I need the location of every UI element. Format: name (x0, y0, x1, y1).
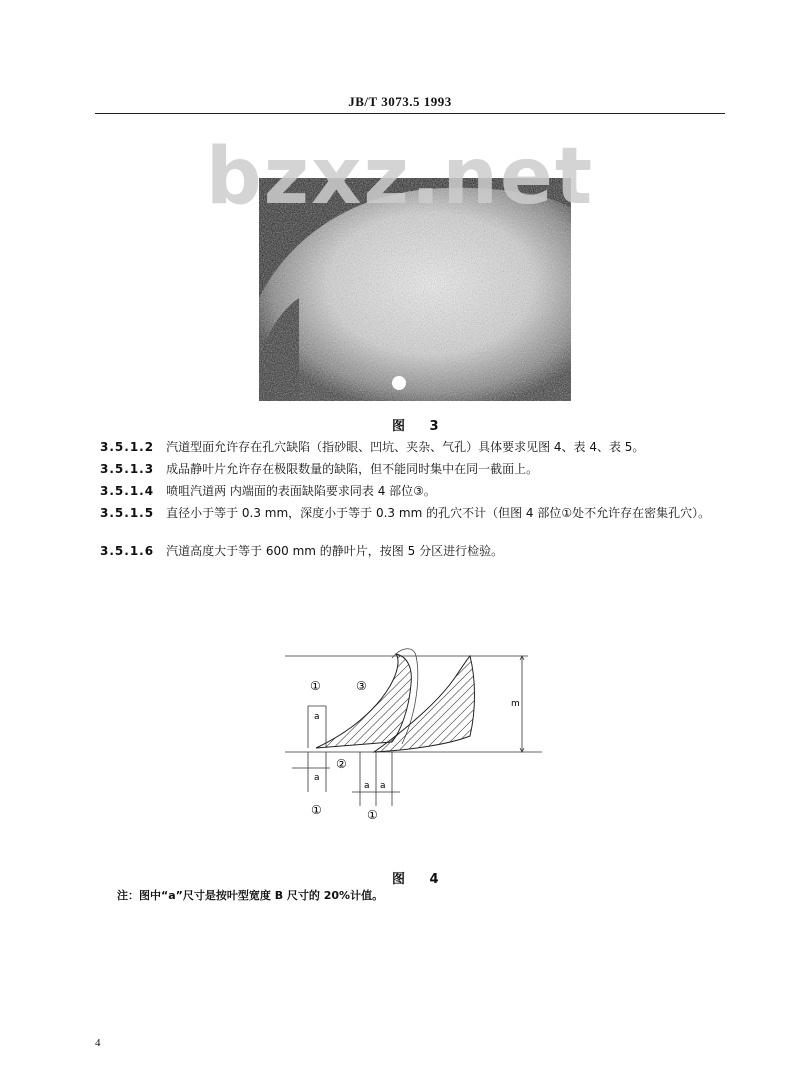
paragraph-text: 汽道高度大于等于 600 mm 的静叶片，按图 5 分区进行检验。 (166, 544, 504, 558)
dim-a-label-4: a (380, 781, 386, 791)
zone-1-bottom-mid-label: ① (367, 808, 378, 822)
page-number: 4 (95, 1037, 101, 1049)
header-rule (95, 113, 725, 114)
zone-1-bottom-left-label: ① (311, 803, 322, 817)
paragraph-3-5-1-2 (100, 436, 728, 458)
dim-m-label: m (511, 699, 520, 709)
paragraph-text: 喷咀汽道两 内端面的表面缺陷要求同表 4 部位③。 (166, 484, 436, 498)
paragraph-3-5-1-4 (100, 480, 728, 502)
paragraph-3-5-1-3 (100, 458, 728, 480)
figure-note: 注：图中“a”尺寸是按叶型宽度 B 尺寸的 20%计值。 (117, 889, 384, 902)
zone-2-label: ② (336, 757, 347, 771)
dim-a-label-1: a (314, 712, 320, 722)
paragraph-text: 成品静叶片允许存在极限数量的缺陷，但不能同时集中在同一截面上。 (166, 462, 539, 476)
zone-1-top-label: ① (310, 679, 321, 693)
dim-a-label-2: a (314, 773, 320, 783)
paragraph-number: 3.5.1.5 (100, 506, 155, 520)
watermark: bzxz.net (205, 132, 595, 222)
dim-a-label-3: a (364, 781, 370, 791)
figure-4-diagram (280, 640, 550, 830)
blade-left-profile (316, 654, 411, 748)
paragraph-number: 3.5.1.2 (100, 440, 155, 454)
standard-header: JB/T 3073.5 1993 (348, 94, 452, 109)
paragraph-3-5-1-5 (100, 502, 728, 524)
figure-3-caption: 图 3 (392, 419, 449, 434)
paragraph-text: 直径小于等于 0.3 mm，深度小于等于 0.3 mm 的孔穴不计（但图 4 部位①处不允许存在密集孔穴）。 (166, 506, 711, 520)
zone-3-label: ③ (356, 679, 367, 693)
figure-4-caption: 图 4 (392, 872, 449, 887)
paragraph-number: 3.5.1.4 (100, 484, 155, 498)
paragraph-3-5-1-6 (100, 540, 728, 562)
paragraph-number: 3.5.1.6 (100, 544, 155, 558)
paragraph-text: 汽道型面允许存在孔穴缺陷（指砂眼、凹坑、夹杂、气孔）具体要求见图 4、表 4、表 5。 (166, 440, 645, 454)
paragraph-number: 3.5.1.3 (100, 462, 155, 476)
